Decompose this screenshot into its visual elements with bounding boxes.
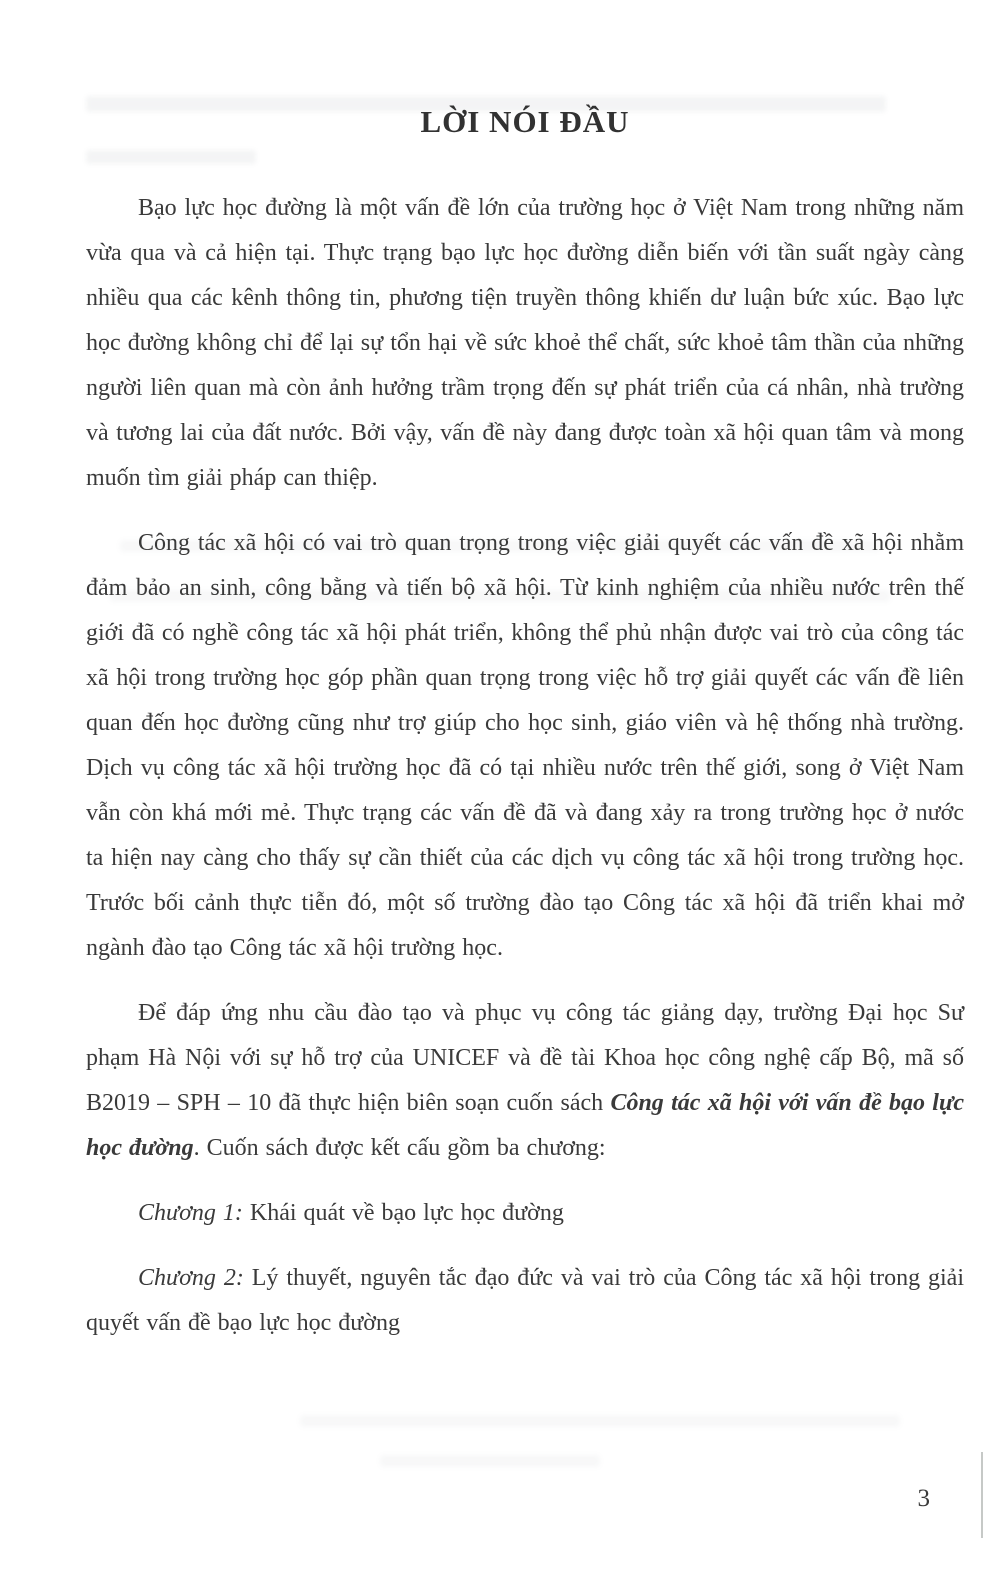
page-number: 3: [917, 1485, 930, 1512]
page-title: LỜI NÓI ĐẦU: [420, 104, 630, 139]
chapter-2-text: Lý thuyết, nguyên tắc đạo đức và vai trò của Công tác xã hội trong giải quyết vấn đề bạo lực học đường: [86, 1265, 964, 1336]
paragraph-text-before-title: Để đáp ứng nhu cầu đào tạo và phục vụ công tác giảng dạy, trường Đại học Sư phạm Hà Nội với sự hỗ trợ của UNICEF và đề tài Khoa học công nghệ cấp Bộ, mã số B2019 – SPH – 10 đã thực hiện biên soạn cuốn sách: [86, 1000, 964, 1116]
chapter-1-label: Chương 1:: [138, 1200, 243, 1226]
paragraph-book-purpose: [86, 991, 964, 1171]
paragraph-social-work-role: Công tác xã hội có vai trò quan trọng trong việc giải quyết các vấn đề xã hội nhằm đảm bảo an sinh, công bằng và tiến bộ xã hội. Từ kinh nghiệm của nhiều nước trên thế giới đã có nghề công tác xã hội phát triển, không thể phủ nhận được vai trò của công tác xã hội trong trường học góp phần quan trọng trong việc hỗ trợ giải quyết các vấn đề liên quan đến học đường cũng như trợ giúp cho học sinh, giáo viên và hệ thống nhà trường. Dịch vụ công tác xã hội trường học đã có tại nhiều nước trên thế giới, song ở Việt Nam vẫn còn khá mới mẻ. Thực trạng các vấn đề đã và đang xảy ra trong trường học ở nước ta hiện nay càng cho thấy sự cần thiết của các dịch vụ công tác xã hội trong trường học. Trước bối cảnh thực tiễn đó, một số trường đào tạo Công tác xã hội đã triển khai mở ngành đào tạo Công tác xã hội trường học.: [86, 530, 964, 961]
chapter-2-line: [86, 1256, 964, 1346]
paragraph-text-after-title: . Cuốn sách được kết cấu gồm ba chương:: [193, 1135, 606, 1161]
chapter-1-line: [86, 1191, 964, 1236]
book-title: Công tác xã hội với vấn đề bạo lực học đường: [86, 1090, 964, 1161]
chapter-1-text: Khái quát về bạo lực học đường: [242, 1200, 564, 1226]
paragraph-intro-violence: Bạo lực học đường là một vấn đề lớn của trường học ở Việt Nam trong những năm vừa qua và cả hiện tại. Thực trạng bạo lực học đường diễn biến với tần suất ngày càng nhiều qua các kênh thông tin, phương tiện truyền thông khiến dư luận bức xúc. Bạo lực học đường không chỉ để lại sự tổn hại về sức khoẻ thể chất, sức khoẻ tâm thần của những người liên quan mà còn ảnh hưởng trầm trọng đến sự phát triển của cá nhân, nhà trường và tương lai của đất nước. Bởi vậy, vấn đề này đang được toàn xã hội quan tâm và mong muốn tìm giải pháp can thiệp.: [86, 195, 964, 491]
chapter-2-label: Chương 2:: [138, 1265, 244, 1291]
